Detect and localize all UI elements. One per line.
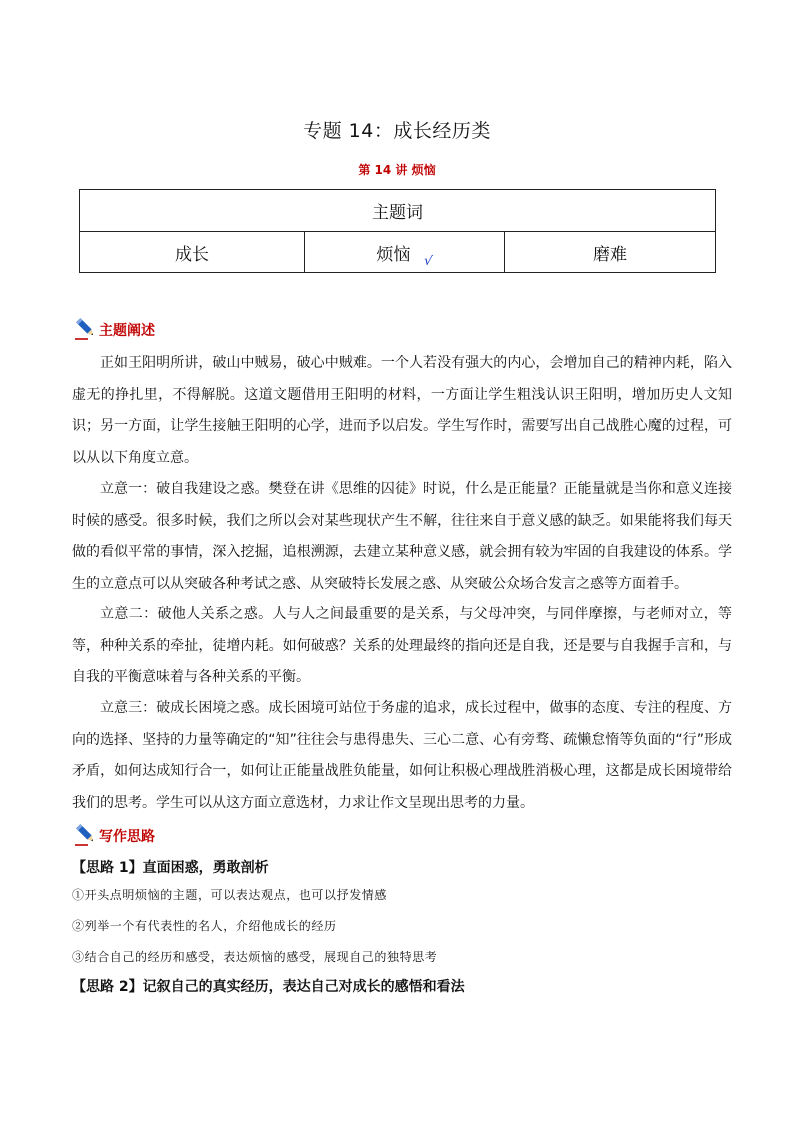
writing-heading	[74, 822, 155, 846]
idea-1-step-1: ①开头点明烦恼的主题，可以表达观点，也可以抒发情感	[72, 888, 388, 902]
theme-paragraph-intro: 正如王阳明所讲，破山中贼易，破心中贼难。一个人若没有强大的内心，会增加自己的精神内耗，陷入虚无的挣扎里，不得解脱。这道文题借用王阳明的材料，一方面让学生粗浅认识王阳明，增加历史人文知识；另一方面，让学生接触王阳明的心学，进而予以启发。学生写作时，需要写出自己战胜心魔的过程，可以从以下角度立意。	[72, 355, 732, 466]
idea-2-label: 【思路 2】	[72, 979, 143, 995]
writing-heading-text: 写作思路	[99, 829, 155, 845]
theme-paragraph-idea-1: 立意一：破自我建设之惑。樊登在讲《思维的囚徒》时说，什么是正能量？正能量就是当你和意义连接时候的感受。很多时候，我们之所以会对某些现状产生不解，往往来自于意义感的缺乏。如果能将我们每天做的看似平常的事情，深入挖掘，追根溯源，去建立某种意义感，就会拥有较为牢固的自我建设的体系。学生的立意点可以从突破各种考试之惑、从突破特长发展之惑、从突破公众场合发言之惑等方面着手。	[72, 481, 732, 592]
keyword-cell-worry	[305, 232, 505, 273]
theme-heading	[74, 316, 155, 340]
page-title: 专题 14：成长经历类	[303, 120, 491, 142]
pencil-icon	[74, 822, 98, 846]
keywords-header-row	[80, 190, 716, 232]
theme-heading-text: 主题阐述	[99, 323, 155, 339]
lecture-title: 第 14 讲 烦恼	[358, 163, 436, 177]
idea-2-title: 记叙自己的真实经历，表达自己对成长的感悟和看法	[142, 979, 465, 995]
idea-1	[72, 857, 269, 877]
keywords-header: 主题词	[80, 190, 716, 232]
idea-2	[72, 976, 465, 996]
keyword-cell-worry-text: 烦恼	[376, 244, 411, 265]
theme-paragraph-idea-2: 立意二：破他人关系之惑。人与人之间最重要的是关系，与父母冲突，与同伴摩擦，与老师对立，等等，种种关系的牵扯，徒增内耗。如何破惑？关系的处理最终的指向还是自我，还是要与自我握手言和，与自我的平衡意味着与各种关系的平衡。	[72, 606, 732, 685]
idea-1-label: 【思路 1】	[72, 860, 143, 876]
keywords-row	[80, 232, 716, 273]
check-mark-icon: √	[423, 252, 434, 270]
idea-1-title: 直面困惑，勇敢剖析	[142, 860, 269, 876]
theme-paragraph-idea-3: 立意三：破成长困境之惑。成长困境可站位于务虚的追求，成长过程中，做事的态度、专注的程度、方向的选择、坚持的力量等确定的“知”往往会与患得患失、三心二意、心有旁骛、疏懒怠惰等负面的“行”形成矛盾，如何达成知行合一，如何让正能量战胜负能量，如何让积极心理战胜消极心理，这都是成长困境带给我们的思考。学生可以从这方面立意选材，力求让作文呈现出思考的力量。	[72, 700, 732, 811]
idea-1-step-2: ②列举一个有代表性的名人，介绍他成长的经历	[72, 919, 337, 933]
keywords-table	[79, 189, 716, 273]
pencil-icon	[74, 316, 98, 340]
keyword-cell-growth: 成长	[80, 232, 305, 273]
keyword-cell-hardship: 磨难	[505, 232, 716, 273]
idea-1-step-3: ③结合自己的经历和感受，表达烦恼的感受，展现自己的独特思考	[72, 950, 438, 964]
